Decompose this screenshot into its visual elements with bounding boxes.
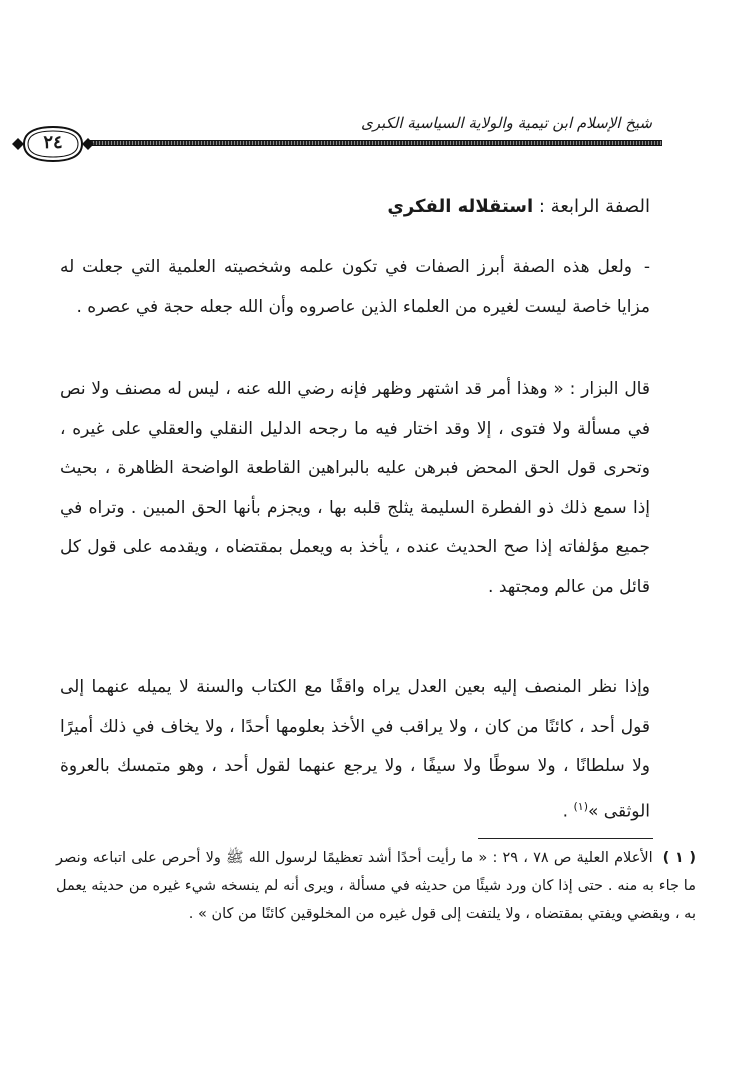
footnote-reference[interactable]: (١) xyxy=(573,799,588,813)
footnote-text: الأعلام العلية ص ٧٨ ، ٢٩ : « ما رأيت أحدًا أشد تعظيمًا لرسول الله ﷺ ولا أحرص على اتباعه ونصر ما جاء به منه . حتى إذا كان ورد شيئًا من حديثه في مسألة ، ويرى أنه لم ينسخه شيء غيره من حديثه يعمل به ، ويقضي ويفتي بمقتضاه ، ولا يلتفت إلى قول غيره من المخلوقين كائنًا من كان » . xyxy=(56,850,696,922)
running-title: شيخ الإسلام ابن تيمية والولاية السياسية الكبرى xyxy=(360,114,652,132)
paragraph-3-end: . xyxy=(562,801,574,822)
section-heading xyxy=(90,196,650,217)
paragraph-3 xyxy=(60,668,650,832)
paragraph-1-text: ولعل هذه الصفة أبرز الصفات في تكون علمه وشخصيته العلمية التي جعلت له مزايا خاصة ليست لغيره من العلماء الذين عاصروه وأن الله جعله حجة في عصره . xyxy=(60,257,650,317)
paragraph-3-text: وإذا نظر المنصف إليه بعين العدل يراه واقفًا مع الكتاب والسنة لا يميله عنهما إلى قول أحد ، كائنًا من كان ، ولا يراقب في الأخذ بعلومها أحدًا ، ولا يخاف في ذلك أميرًا ولا سلطانًا ، ولا سوطًا ولا سيفًا ، ولا يرجع عنهما لقول أحد ، وهو متمسك بالعروة الوثقى » xyxy=(60,677,650,822)
footnote xyxy=(56,844,696,928)
paragraph-2-text: قال البزار : « وهذا أمر قد اشتهر وظهر فإنه رضي الله عنه ، ليس له مصنف ولا نص في مسألة ولا فتوى ، إلا وقد اختار فيه ما رجحه الدليل النقلي والعقلي على غيره ، وتحرى قول الحق المحض فبرهن عليه بالبراهين القاطعة الواضحة الظاهرة ، بحيث إذا سمع ذلك ذو الفطرة السليمة يثلج قلبه بها ، ويجزم بأنها الحق المبين . وتراه في جميع مؤلفاته إذا صح الحديث عنده ، يأخذ به ويعمل بمقتضاه ، ويقدمه على قول كل قائل من عالم ومجتهد . xyxy=(60,379,650,597)
header-rule xyxy=(88,140,662,146)
paragraph-bullet: - xyxy=(643,257,650,277)
paragraph-1 xyxy=(60,248,650,327)
paragraph-2 xyxy=(60,370,650,607)
footnote-divider xyxy=(478,838,653,839)
page-number: ٢٤ xyxy=(43,132,63,153)
footnote-marker: ( ١ ) xyxy=(662,850,696,866)
heading-label: الصفة الرابعة : xyxy=(533,196,650,217)
heading-title: استقلاله الفكري xyxy=(387,196,534,217)
page-number-badge xyxy=(10,124,96,164)
